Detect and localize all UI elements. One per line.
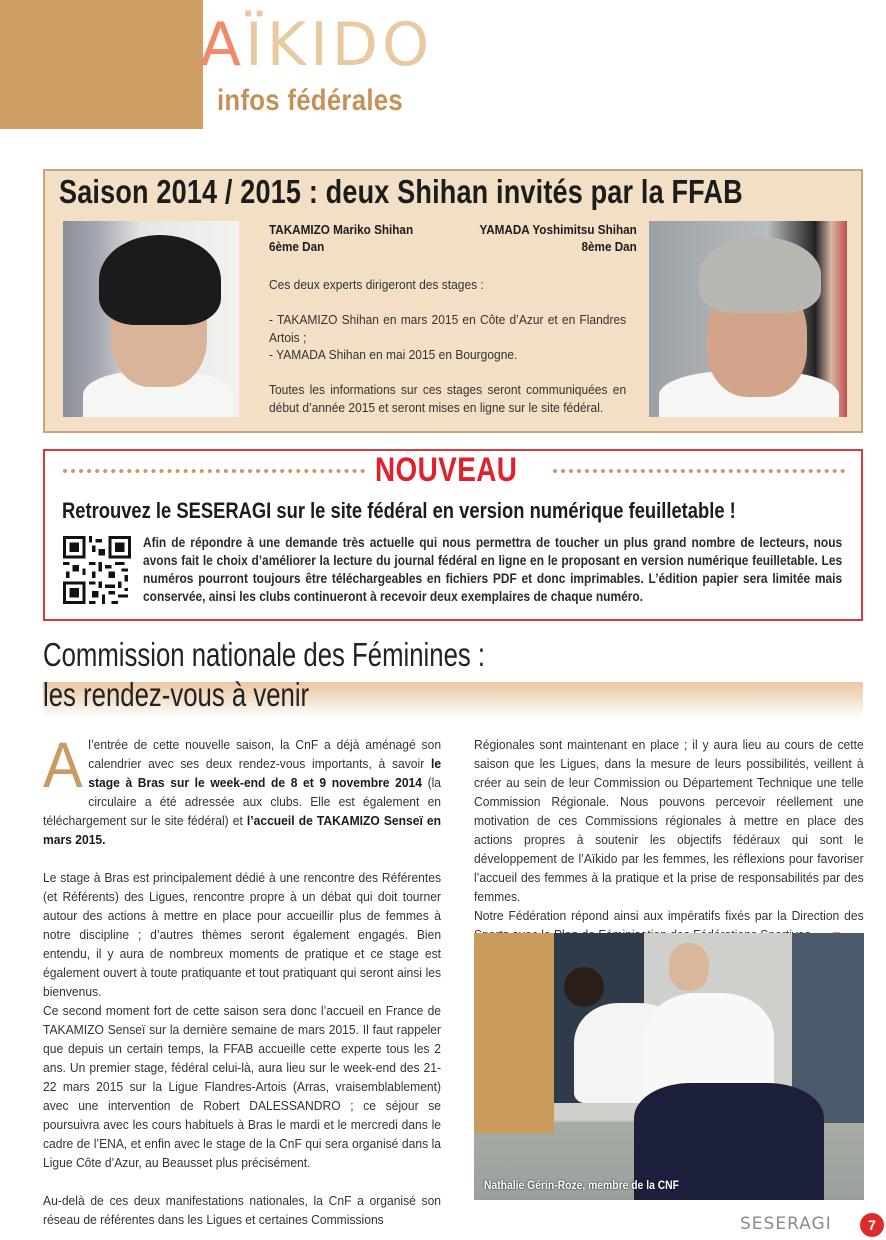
paragraph-regional: Régionales sont maintenant en place ; il y aura lieu au cours de cette saison que les Ligues, dans la mesure de leurs possibilités, veillent à créer au sein de leur Commission ou Département Technique une telle Commission Régionale. Nous pouvons percevoir réellement une motivation de ces Commissions régionales à mettre en place des actions propres à soutenir les objectifs fédéraux qui sont le développement de l’Aïkido par les femmes, les réflexions pour favoriser l’accueil des femmes à la pratique et la prise de responsabilités par des femmes. <box>474 737 864 904</box>
left-expert-block <box>269 221 413 255</box>
shrine-wood <box>474 933 554 1133</box>
paragraph-stage-bras: Le stage à Bras est principalement dédié à une rencontre des Référentes (et Référents) des Ligues, rencontre propre à un débat qui doit tourner autour des actions à mettre en place pour accueillir plus de femmes à notre discipline ; d’autres thèmes seront également engagés. Bien entendu, il y aura de nombreux moments de pratique et ce stage est également ouvert à toute pratiquante et tout pratiquant qui seront ainsi les bienvenus. <box>43 870 442 999</box>
nouveau-label: NOUVEAU <box>375 451 518 489</box>
text-run: l’entrée de cette nouvelle saison, la CnF a déjà aménagé son calendrier avec ses deux rendez-vous importants, à savoir <box>88 737 442 771</box>
shihan-outro: Toutes les informations sur ces stages seront communiquées en début d’année 2015 et seront mises en ligne sur le site fédéral. <box>269 383 627 415</box>
shihan-box-text <box>269 277 626 417</box>
nouveau-body: Afin de répondre à une demande très actuelle qui nous permettra de toucher un plus grand nombre de lecteurs, nous avons fait le choix d’améliorer la lecture du journal fédéral en ligne en le proposant en version numérique feuilletable. Les numéros pourront toujours être téléchargeables en fichiers PDF et donc imprimables. L’édition papier sera limitée mais conservée, ainsi les clubs continueront à recevoir deux exemplaires de chaque numéro. <box>143 535 843 604</box>
shihan-item-1: - TAKAMIZO Shihan en mars 2015 en Côte d’Azur et en Flandres Artois ; <box>269 313 627 345</box>
face-shape <box>669 943 709 991</box>
nouveau-headline: Retrouvez le SESERAGI sur le site fédéral en version numérique feuilletable ! <box>62 498 736 523</box>
text-run: Notre Fédération répond ainsi aux impératifs fixés par la Direction des <box>474 908 864 923</box>
page-number-badge: 7 <box>860 1213 884 1237</box>
drop-cap: A <box>43 729 83 801</box>
bold-run: le stage à Bras sur le week-end de 8 et 9 novembre 2014 <box>88 756 442 790</box>
article-column-left <box>43 729 442 1229</box>
article-title-line1: Commission nationale des Féminines : <box>43 636 486 673</box>
photo-yamada <box>649 221 847 417</box>
hair-shape <box>99 235 221 325</box>
article-column-right <box>474 735 864 944</box>
photo-nathalie-gerin-roze <box>474 933 864 1200</box>
paragraph-takamizo-visit: Ce second moment fort de cette saison sera donc l’accueil en France de TAKAMIZO Senseï sur la dernière semaine de mars 2015. Il faut rappeler que depuis un certain temps, la FFAB accueille cette experte tous les 2 ans. Un premier stage, fédéral celui-là, aura lieu sur le week-end des 21-22 mars 2015 sur la Ligue Flandres-Artois (Arras, vraisemblablement) avec une intervention de Robert DALESSANDRO ; ce séjour se poursuivra avec les cours habituels à Bras le mardi et le mercredi dans le cadre de l’ENA, et enfin avec le stage de la CnF qui sera organisé dans la Ligue Côte d’Azur, au Beausset plus précisément. <box>43 1003 442 1170</box>
section-subtitle: infos fédérales <box>217 84 403 117</box>
photo-takamizo <box>63 221 239 417</box>
right-expert-block <box>480 221 637 255</box>
paragraph-intro <box>43 729 442 849</box>
dotted-divider-left <box>63 469 365 473</box>
hair-shape <box>699 237 821 313</box>
hair-shape <box>564 967 604 1007</box>
right-expert-name: YAMADA Yoshimitsu Shihan <box>479 222 637 237</box>
footer-brand-seseragi: SESERAGI <box>740 1214 832 1234</box>
shihan-announcement-box <box>43 169 863 433</box>
photo-caption: Nathalie Gérin-Roze, membre de la CNF <box>484 1180 679 1192</box>
nouveau-box <box>43 449 863 621</box>
text-run: (la circulaire a été adressée aux clubs. Elle est également en téléchargement sur le site fédéral) et <box>43 775 442 828</box>
section-logo-aikido <box>200 10 433 80</box>
dotted-divider-right <box>553 469 845 473</box>
logo-rest: ÏKIDO <box>245 10 434 80</box>
bold-run: l’accueil de TAKAMIZO Senseï en mars 2015. <box>43 813 442 847</box>
paragraph-network: Au-delà de ces deux manifestations nationales, la CnF a organisé son réseau de référentes dans les Ligues et certaines Commissions <box>43 1193 442 1227</box>
left-expert-name: TAKAMIZO Mariko Shihan <box>269 222 414 237</box>
logo-first-letter: A <box>200 10 246 80</box>
right-expert-grade: 8ème Dan <box>581 239 637 254</box>
shihan-box-title: Saison 2014 / 2015 : deux Shihan invités par la FFAB <box>59 173 743 210</box>
qr-code-icon[interactable] <box>63 535 131 605</box>
left-expert-grade: 6ème Dan <box>269 239 325 254</box>
shihan-item-2: - YAMADA Shihan en mai 2015 en Bourgogne. <box>269 348 518 362</box>
article-title-line2: les rendez-vous à venir <box>43 676 310 713</box>
header-color-block <box>0 0 203 129</box>
shihan-intro: Ces deux experts dirigeront des stages : <box>269 278 484 292</box>
